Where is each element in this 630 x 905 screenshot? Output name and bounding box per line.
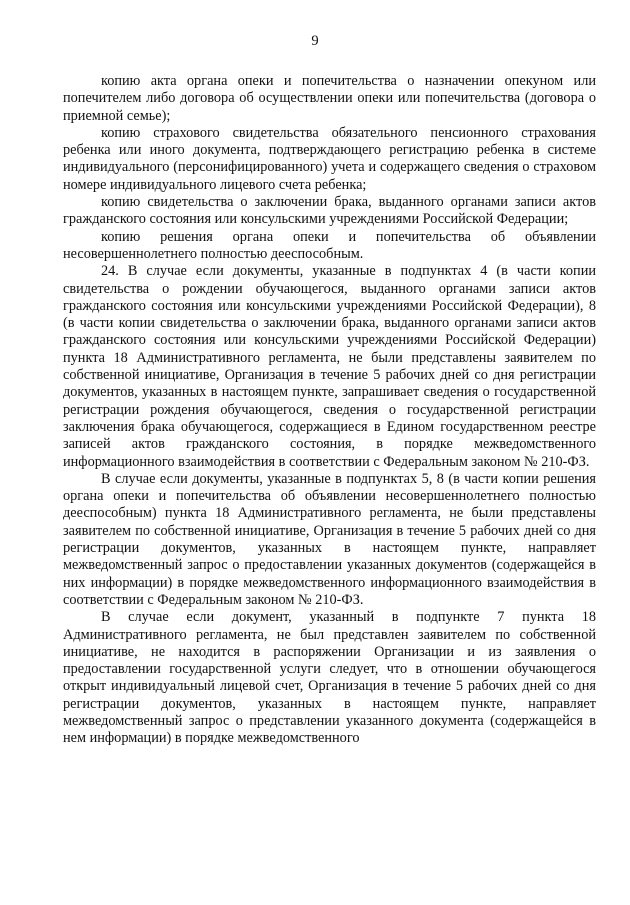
page-number: 9 xyxy=(311,33,319,49)
paragraph-interagency-request-documents: В случае если документы, указанные в подпунктах 5, 8 (в части копии решения органа опеки и попечительства об объявлении несовершеннолетнего полностью дееспособным) пункта 18 Административного регламента, не были представлены заявителем по собственной инициативе, Организация в течение 5 рабочих дней со дня регистрации документов, указанных в настоящем пункте, направляет межведомственный запрос о предоставлении указанных документов (содержащейся в них информации) в порядке межведомственного информационного взаимодействия в соответствии с Федеральным законом № 210-ФЗ. xyxy=(63,470,596,608)
paragraph-pension-insurance: копию страхового свидетельства обязательного пенсионного страхования ребенка или иного документа, подтверждающего регистрацию ребенка в системе индивидуального (персонифицированного) учета и содержащего сведения о страховом номере индивидуального лицевого счета ребенка; xyxy=(63,124,596,193)
paragraph-marriage-certificate: копию свидетельства о заключении брака, выданного органами записи актов гражданского состояния или консульскими учреждениями Российской Федерации; xyxy=(63,194,596,228)
paragraph-item-24: 24. В случае если документы, указанные в подпунктах 4 (в части копии свидетельства о рождении обучающегося, выданного органами записи актов гражданского состояния или консульскими учреждениями Российской Федерации), 8 (в части копии свидетельства о заключении брака, выданного органами записи актов гражданского состояния или консульскими учреждениями Российской Федерации) пункта 18 Административного регламента, не были представлены заявителем по собственной инициативе, Организация в течение 5 рабочих дней со дня регистрации документов, указанных в настоящем пункте, запрашивает сведения о государственной регистрации рождения обучающегося, сведения о государственной регистрации заключения брака обучающегося, содержащиеся в Едином государственном реестре записей актов гражданского состояния, в порядке межведомственного информационного взаимодействия в соответствии с Федеральным законом № 210-ФЗ. xyxy=(63,263,596,470)
paragraph-interagency-request-account: В случае если документ, указанный в подпункте 7 пункта 18 Административного регламента, не был представлен заявителем по собственной инициативе, не находится в распоряжении Организации и из заявления о предоставлении государственной услуги следует, что в отношении обучающегося открыт индивидуальный лицевой счет, Организация в течение 5 рабочих дней со дня регистрации документов, указанных в настоящем пункте, направляет межведомственный запрос о представлении указанного документа (содержащейся в нем информации) в порядке межведомственного xyxy=(63,609,596,747)
document-body xyxy=(63,73,596,748)
paragraph-guardianship-act: копию акта органа опеки и попечительства о назначении опекуном или попечителем либо договора об осуществлении опеки или попечительства (договора о приемной семье); xyxy=(63,73,596,124)
paragraph-emancipation-decision: копию решения органа опеки и попечительства об объявлении несовершеннолетнего полностью дееспособным. xyxy=(63,228,596,262)
